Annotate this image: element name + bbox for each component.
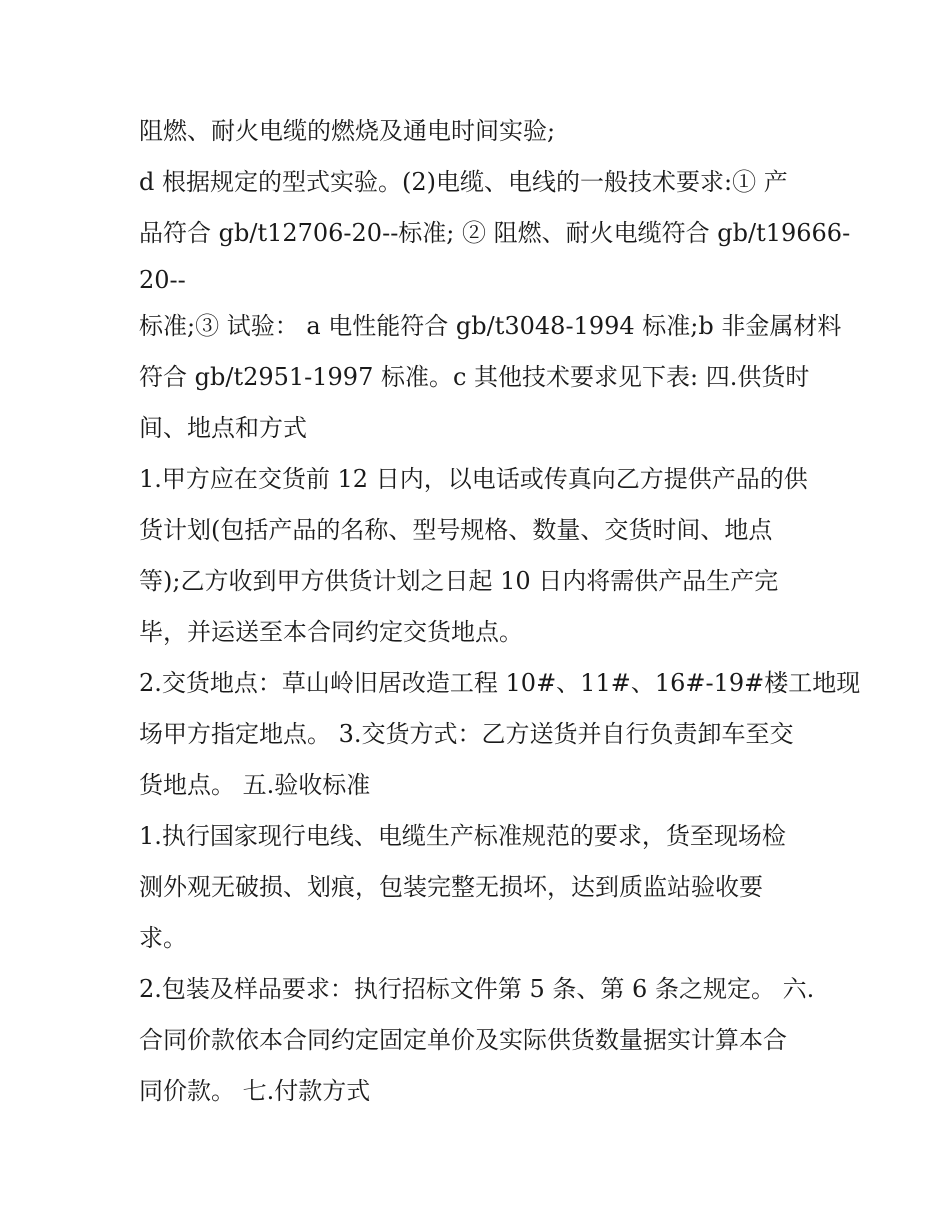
text-line: 场甲方指定地点。 3.交货方式：乙方送货并自行负责卸车至交	[139, 720, 794, 748]
text-line: 1.甲方应在交货前 12 日内，以电话或传真向乙方提供产品的供	[139, 465, 808, 493]
text-line: 等);乙方收到甲方供货计划之日起 10 日内将需供产品生产完	[139, 567, 779, 595]
text-line: 品符合 gb/t12706-20--标准; ② 阻燃、耐火电缆符合 gb/t19666-	[139, 219, 851, 247]
text-line: 20--	[139, 266, 186, 294]
document-body	[139, 106, 861, 1117]
text-line: 1.执行国家现行电线、电缆生产标准规范的要求，货至现场检	[139, 822, 786, 850]
text-line: 毕，并运送至本合同约定交货地点。	[139, 618, 523, 646]
text-line: 标准;③ 试验： a 电性能符合 gb/t3048-1994 标准;b 非金属材料	[139, 312, 842, 340]
text-line: 同价款。 七.付款方式	[139, 1077, 371, 1105]
text-line: 合同价款依本合同约定固定单价及实际供货数量据实计算本合	[139, 1026, 787, 1054]
text-line: 货地点。 五.验收标准	[139, 771, 371, 799]
text-line: d 根据规定的型式实验。(2)电缆、电线的一般技术要求:① 产	[139, 168, 788, 196]
text-line: 2.包装及样品要求：执行招标文件第 5 条、第 6 条之规定。 六.	[139, 975, 815, 1003]
text-line: 符合 gb/t2951-1997 标准。c 其他技术要求见下表: 四.供货时	[139, 363, 810, 391]
text-line: 阻燃、耐火电缆的燃烧及通电时间实验;	[139, 117, 556, 145]
text-line: 求。	[139, 924, 187, 952]
text-line: 2.交货地点：草山岭旧居改造工程 10#、11#、16#-19#楼工地现	[139, 669, 861, 697]
text-line: 间、地点和方式	[139, 414, 307, 442]
text-line: 测外观无破损、划痕，包装完整无损坏，达到质监站验收要	[139, 873, 763, 901]
text-line: 货计划(包括产品的名称、型号规格、数量、交货时间、地点	[139, 516, 773, 544]
